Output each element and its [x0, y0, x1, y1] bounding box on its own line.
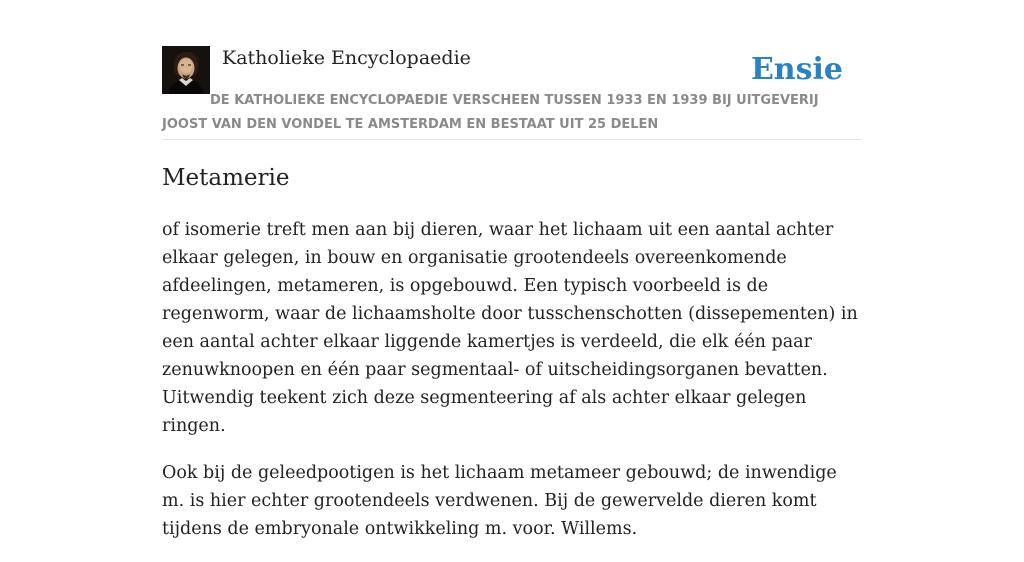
publication-description: DE KATHOLIEKE ENCYCLOPAEDIE VERSCHEEN TUSSEN 1933 EN 1939 BIJ UITGEVERIJ JOOST VAN DEN VONDEL TE AMSTERDAM EN BESTAAT UIT 25 DELEN [162, 93, 819, 132]
publication-title[interactable]: Katholieke Encyclopaedie [222, 47, 471, 69]
article-title: Metamerie [162, 165, 290, 191]
article-body [162, 216, 862, 562]
ensie-logo-link[interactable]: Ensie [750, 52, 843, 87]
portrait-avatar-icon[interactable] [162, 46, 210, 94]
article-paragraph: of isomerie treft men aan bij dieren, waar het lichaam uit een aantal achter elkaar gelegen, in bouw en organisatie grootendeels overeenkomende afdeelingen, metameren, is opgebouwd. Een typisch voorbeeld is de regenworm, waar de lichaamsholte door tusschenschotten (dissepementen) in een aantal achter elkaar liggende kamertjes is verdeeld, die elk één paar zenuwknoopen en één paar segmentaal- of uitscheidingsorganen bevatten. Uitwendig teekent zich deze segmenteering af als achter elkaar gelegen ringen. [162, 220, 858, 436]
article-paragraph: Ook bij de geleedpootigen is het lichaam metameer gebouwd; de inwendige m. is hier echter grootendeels verdwenen. Bij de gewervelde dieren komt tijdens de embryonale ontwikkeling m. voor. Willems. [162, 463, 837, 539]
publication-header [162, 46, 862, 140]
